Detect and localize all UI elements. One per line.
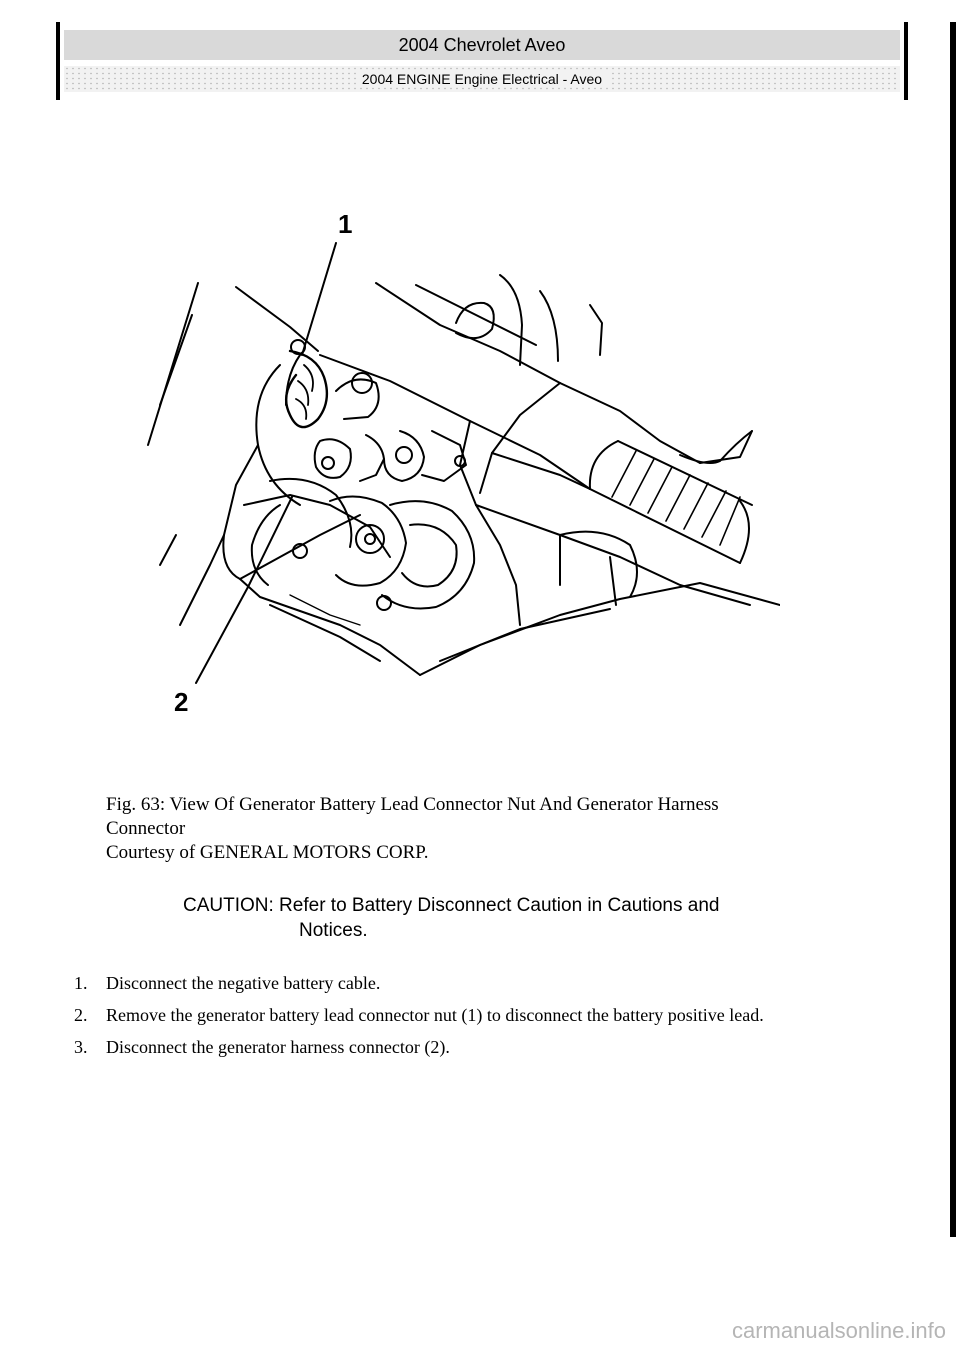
header-left-rule bbox=[56, 22, 60, 100]
callout-2: 2 bbox=[174, 687, 189, 715]
caution-line-1: CAUTION: Refer to Battery Disconnect Caution in Cautions and bbox=[183, 895, 720, 916]
step-text: Remove the generator battery lead connector nut (1) to disconnect the battery positive lead. bbox=[106, 1005, 764, 1025]
header-title: 2004 Chevrolet Aveo bbox=[64, 30, 900, 60]
header-subtitle-bar bbox=[64, 66, 900, 92]
step-text: Disconnect the generator harness connector (2). bbox=[106, 1037, 450, 1057]
leader-line-1 bbox=[302, 243, 336, 355]
leader-line-2 bbox=[196, 497, 292, 683]
step-number: 1. bbox=[74, 973, 88, 993]
procedure-step bbox=[74, 1035, 904, 1059]
figure-caption bbox=[106, 793, 906, 865]
step-text: Disconnect the negative battery cable. bbox=[106, 973, 381, 993]
procedure-step bbox=[74, 971, 904, 995]
caption-line-3: Courtesy of GENERAL MOTORS CORP. bbox=[106, 842, 429, 863]
procedure-step bbox=[74, 1003, 904, 1027]
header-subtitle: 2004 ENGINE Engine Electrical - Aveo bbox=[356, 71, 608, 87]
caution-line-2: Notices. bbox=[299, 920, 368, 941]
step-number: 2. bbox=[74, 1005, 88, 1025]
caution-note bbox=[183, 893, 883, 943]
caption-line-1: Fig. 63: View Of Generator Battery Lead Connector Nut And Generator Harness bbox=[106, 794, 719, 815]
step-number: 3. bbox=[74, 1037, 88, 1057]
header-right-rule bbox=[904, 22, 908, 100]
caption-line-2: Connector bbox=[106, 818, 186, 839]
page-header bbox=[56, 22, 908, 96]
callout-1: 1 bbox=[338, 209, 353, 239]
watermark: carmanualsonline.info bbox=[731, 1318, 946, 1343]
procedure-steps bbox=[74, 971, 904, 1067]
generator-illustration bbox=[140, 205, 780, 715]
right-margin-bar bbox=[950, 22, 956, 1237]
